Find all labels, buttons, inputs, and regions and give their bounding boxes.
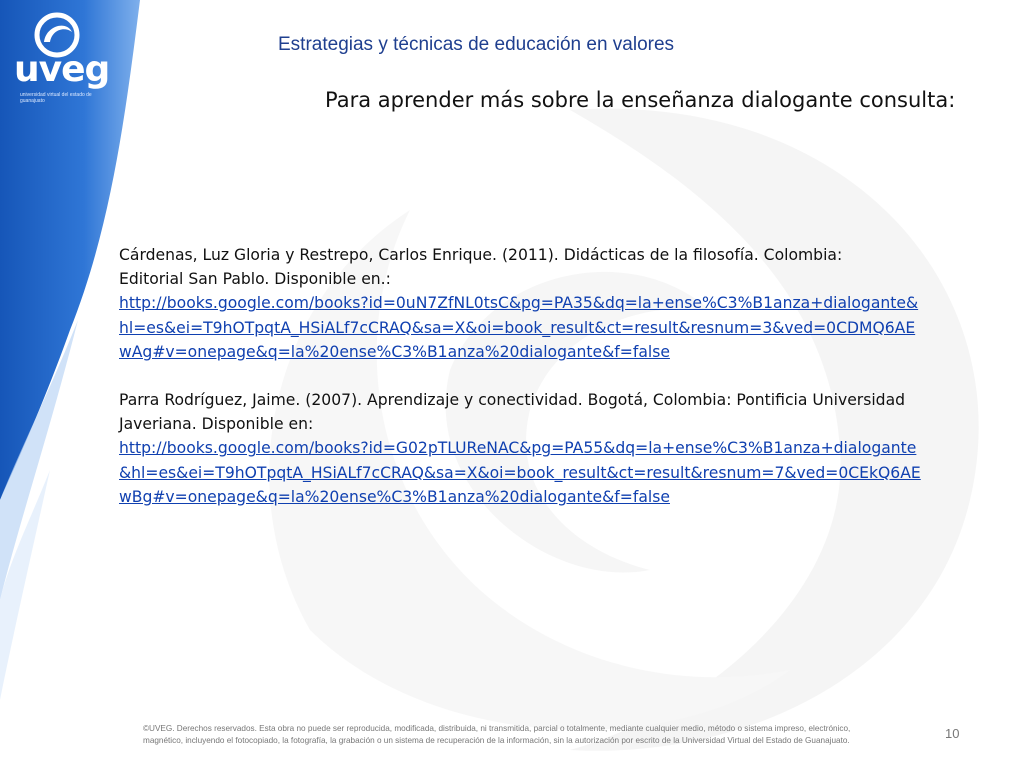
reference-text-line: Javeriana. Disponible en: bbox=[119, 415, 314, 434]
reference-link[interactable]: http://books.google.com/books?id=0uN7ZfNL0tsC&pg=PA35&dq=la+ense%C3%B1anza+dialogante& bbox=[119, 294, 919, 313]
slide-title: Para aprender más sobre la enseñanza dialogante consulta: bbox=[325, 88, 956, 112]
reference-link[interactable]: wAg#v=onepage&q=la%20ense%C3%B1anza%20dialogante&f=false bbox=[119, 342, 670, 361]
reference-text-line: Editorial San Pablo. Disponible en.: bbox=[119, 270, 391, 289]
reference-text-line: Cárdenas, Luz Gloria y Restrepo, Carlos Enrique. (2011). Didácticas de la filosofía. Colombia: bbox=[119, 246, 843, 264]
references-list bbox=[119, 243, 949, 533]
reference-link[interactable]: &hl=es&ei=T9hOTpqtA_HSiALf7cCRAQ&sa=X&oi=book_result&ct=result&resnum=7&ved=0CEkQ6AE bbox=[119, 463, 921, 482]
reference-link[interactable]: hl=es&ei=T9hOTpqtA_HSiALf7cCRAQ&sa=X&oi=book_result&ct=result&resnum=3&ved=0CDMQ6AE bbox=[119, 318, 916, 337]
copyright-notice bbox=[143, 723, 923, 747]
reference-link[interactable]: http://books.google.com/books?id=G02pTLUReNAC&pg=PA55&dq=la+ense%C3%B1anza+dialogante bbox=[119, 439, 917, 458]
reference-item bbox=[119, 388, 949, 509]
logo-subtitle: universidad virtual del estado de guanajuato bbox=[20, 92, 92, 104]
reference-item bbox=[119, 243, 949, 364]
uveg-logo bbox=[8, 12, 108, 102]
slide-subtitle: Estrategias y técnicas de educación en valores bbox=[278, 34, 675, 55]
page-number: 10 bbox=[945, 726, 960, 741]
logo-text: uveg bbox=[14, 49, 110, 90]
copyright-line: ©UVEG. Derechos reservados. Esta obra no puede ser reproducida, modificada, distribuida, ni transmitida, parcial o totalmente, mediante cualquier medio, método o sistema impreso, electrónico, bbox=[143, 724, 851, 733]
reference-text-line: Parra Rodríguez, Jaime. (2007). Aprendizaje y conectividad. Bogotá, Colombia: Pontificia Universidad bbox=[119, 391, 906, 410]
reference-link[interactable]: wBg#v=onepage&q=la%20ense%C3%B1anza%20dialogante&f=false bbox=[119, 487, 670, 506]
copyright-line: magnético, incluyendo el fotocopiado, la fotografía, la grabación o un sistema de recuperación de la información, sin la autorización por escrito de la Universidad Virtual del Estado de Guanajuato. bbox=[143, 736, 850, 745]
